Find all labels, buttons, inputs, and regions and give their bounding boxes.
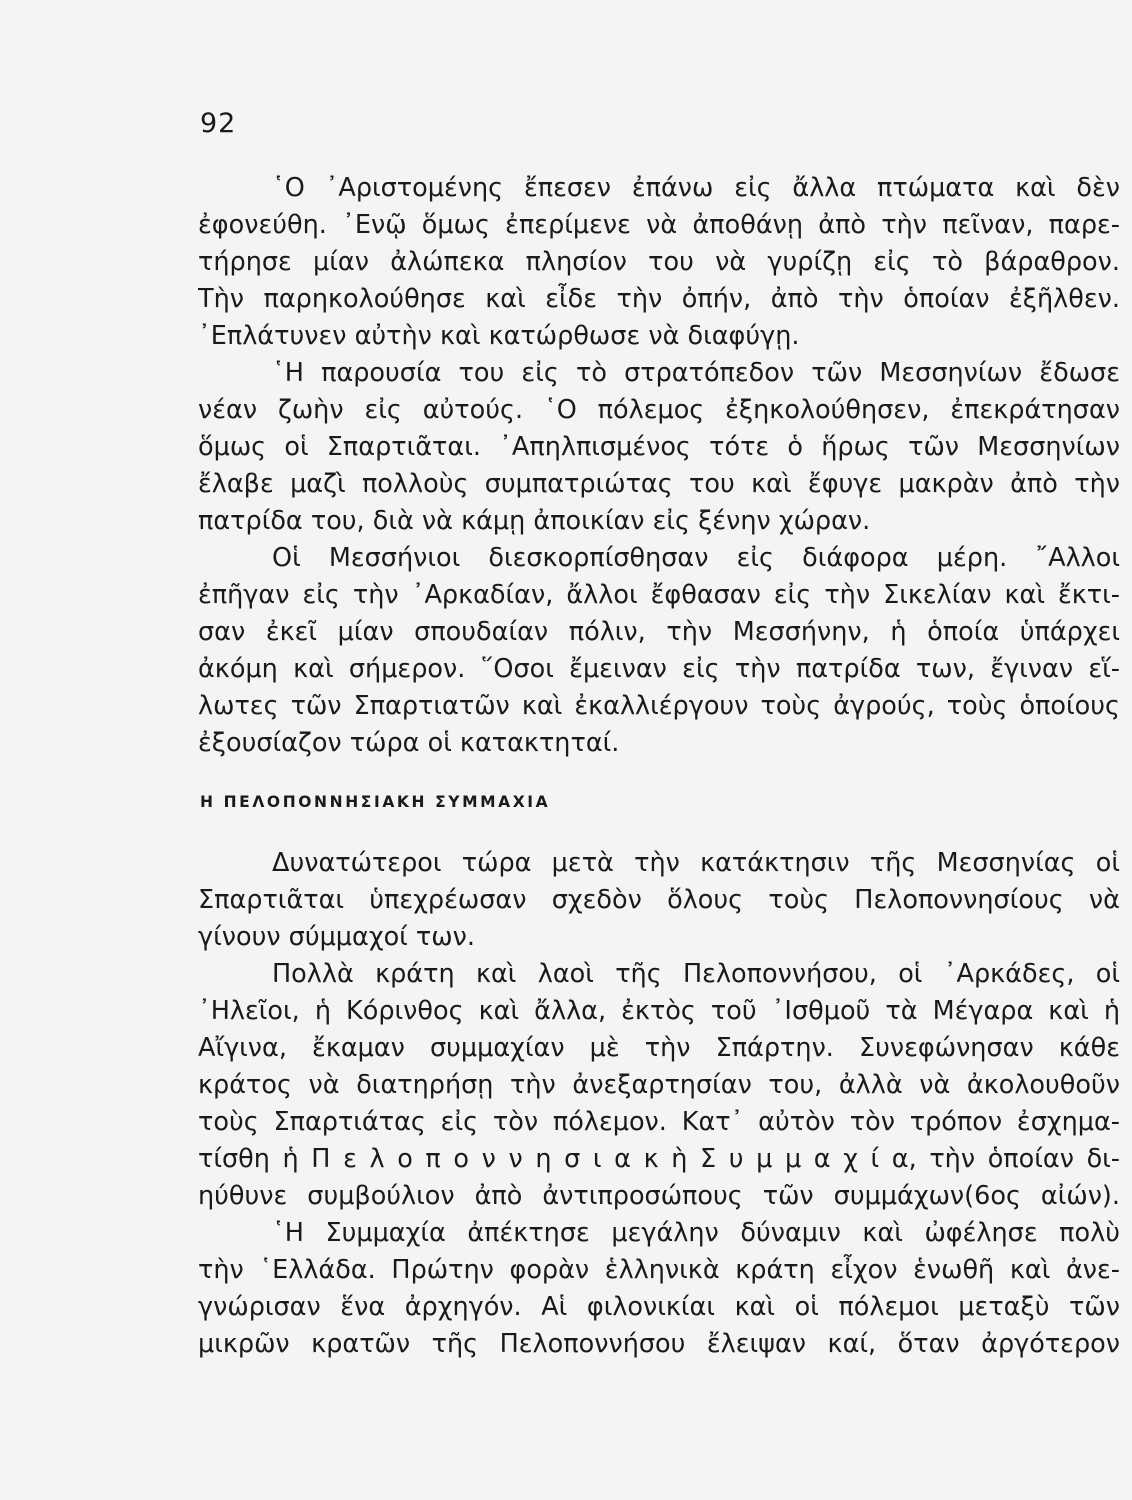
text-line: νέαν ζωὴν εἰς αὐτούς. ῾Ο πόλεμος ἐξηκολούθησεν, ἐπεκράτησαν [198, 395, 1120, 425]
text-line: τὴν ῾Ελλάδα. Πρώτην φορὰν ἑλληνικὰ κράτη εἶχον ἑνωθῆ καὶ ἀνε- [198, 1255, 1120, 1285]
text-line: ᾿Ηλεῖοι, ἡ Κόρινθος καὶ ἄλλα, ἐκτὸς τοῦ ᾿Ισθμοῦ τὰ Μέγαρα καὶ ἡ [198, 996, 1120, 1026]
text-line: Σπαρτιᾶται ὑπεχρέωσαν σχεδὸν ὅλους τοὺς Πελοποννησίους νὰ [198, 885, 1120, 915]
text-line: Αἴγινα, ἔκαμαν συμμαχίαν μὲ τὴν Σπάρτην. Συνεφώνησαν κάθε [198, 1033, 1120, 1063]
text-line: τίσθη ἡ Π ε λ ο π ο ν ν η σ ι α κ ὴ Σ υ μ μ α χ ί α, τὴν ὁποίαν δι- [198, 1144, 1120, 1174]
text-line: ηύθυνε συμβούλιον ἀπὸ ἀντιπροσώπους τῶν συμμάχων(6ος αἰών). [198, 1181, 1120, 1211]
text-block-top [198, 170, 1120, 762]
text-line: ἔλαβε μαζὶ πολλοὺς συμπατριώτας του καὶ ἔφυγε μακρὰν ἀπὸ τὴν [198, 469, 1120, 499]
text-line: Δυνατώτεροι τώρα μετὰ τὴν κατάκτησιν τῆς Μεσσηνίας οἱ [272, 848, 1120, 878]
text-line: πατρίδα του, διὰ νὰ κάμῃ ἀποικίαν εἰς ξένην χώραν. [198, 506, 871, 536]
text-line: σαν ἐκεῖ μίαν σπουδαίαν πόλιν, τὴν Μεσσήνην, ἡ ὁποία ὑπάρχει [198, 617, 1120, 647]
text-line: κράτος νὰ διατηρήσῃ τὴν ἀνεξαρτησίαν του, ἀλλὰ νὰ ἀκολουθοῦν [198, 1070, 1120, 1100]
page-number: 92 [200, 108, 237, 139]
paragraph [198, 956, 1120, 1215]
text-line: ᾿Επλάτυνεν αὐτὴν καὶ κατώρθωσε νὰ διαφύγῃ. [198, 321, 800, 351]
text-line: ὅμως οἱ Σπαρτιᾶται. ᾿Απηλπισμένος τότε ὁ ἥρως τῶν Μεσσηνίων [198, 432, 1120, 462]
paragraph [198, 170, 1120, 355]
text-line: λωτες τῶν Σπαρτιατῶν καὶ ἐκαλλιέργουν τοὺς ἀγρούς, τοὺς ὁποίους [198, 691, 1120, 721]
paragraph [198, 1215, 1120, 1363]
text-block-bottom [198, 845, 1120, 1363]
text-line: γνώρισαν ἕνα ἀρχηγόν. Αἱ φιλονικίαι καὶ οἱ πόλεμοι μεταξὺ τῶν [198, 1292, 1120, 1322]
text-line: ῾Ο ᾿Αριστομένης ἔπεσεν ἐπάνω εἰς ἄλλα πτώματα καὶ δὲν [272, 173, 1120, 203]
text-line: ῾Η Συμμαχία ἀπέκτησε μεγάλην δύναμιν καὶ ὠφέλησε πολὺ [272, 1218, 1120, 1248]
paragraph [198, 540, 1120, 762]
text-line: ἐπῆγαν εἰς τὴν ᾿Αρκαδίαν, ἄλλοι ἔφθασαν εἰς τὴν Σικελίαν καὶ ἔκτι- [198, 580, 1120, 610]
text-line: Οἱ Μεσσήνιοι διεσκορπίσθησαν εἰς διάφορα μέρη. ῎Αλλοι [272, 543, 1120, 573]
text-line: γίνουν σύμμαχοί των. [198, 922, 475, 952]
text-line: ἐφονεύθη. ᾿Ενῷ ὅμως ἐπερίμενε νὰ ἀποθάνῃ ἀπὸ τὴν πεῖναν, παρε- [198, 210, 1120, 240]
paragraph [198, 845, 1120, 956]
text-line: Τὴν παρηκολούθησε καὶ εἶδε τὴν ὀπήν, ἀπὸ τὴν ὁποίαν ἐξῆλθεν. [198, 284, 1120, 314]
text-line: τοὺς Σπαρτιάτας εἰς τὸν πόλεμον. Κατ᾿ αὐτὸν τὸν τρόπον ἐσχημα- [198, 1107, 1120, 1137]
text-line: ῾Η παρουσία του εἰς τὸ στρατόπεδον τῶν Μεσσηνίων ἔδωσε [272, 358, 1120, 388]
text-line: τήρησε μίαν ἀλώπεκα πλησίον του νὰ γυρίζῃ εἰς τὸ βάραθρον. [198, 247, 1120, 277]
text-line: ἀκόμη καὶ σήμερον. ῞Οσοι ἔμειναν εἰς τὴν πατρίδα των, ἔγιναν εἵ- [198, 654, 1120, 684]
section-heading: Η ΠΕΛΟΠΟΝΝΗΣΙΑΚΗ ΣΥΜΜΑΧΙΑ [200, 793, 551, 811]
text-line: Πολλὰ κράτη καὶ λαοὶ τῆς Πελοποννήσου, οἱ ᾿Αρκάδες, οἱ [272, 959, 1120, 989]
text-line: ἐξουσίαζον τώρα οἱ κατακτηταί. [198, 728, 620, 758]
text-line: μικρῶν κρατῶν τῆς Πελοποννήσου ἔλειψαν καί, ὅταν ἀργότερον [198, 1329, 1120, 1359]
paragraph [198, 355, 1120, 540]
